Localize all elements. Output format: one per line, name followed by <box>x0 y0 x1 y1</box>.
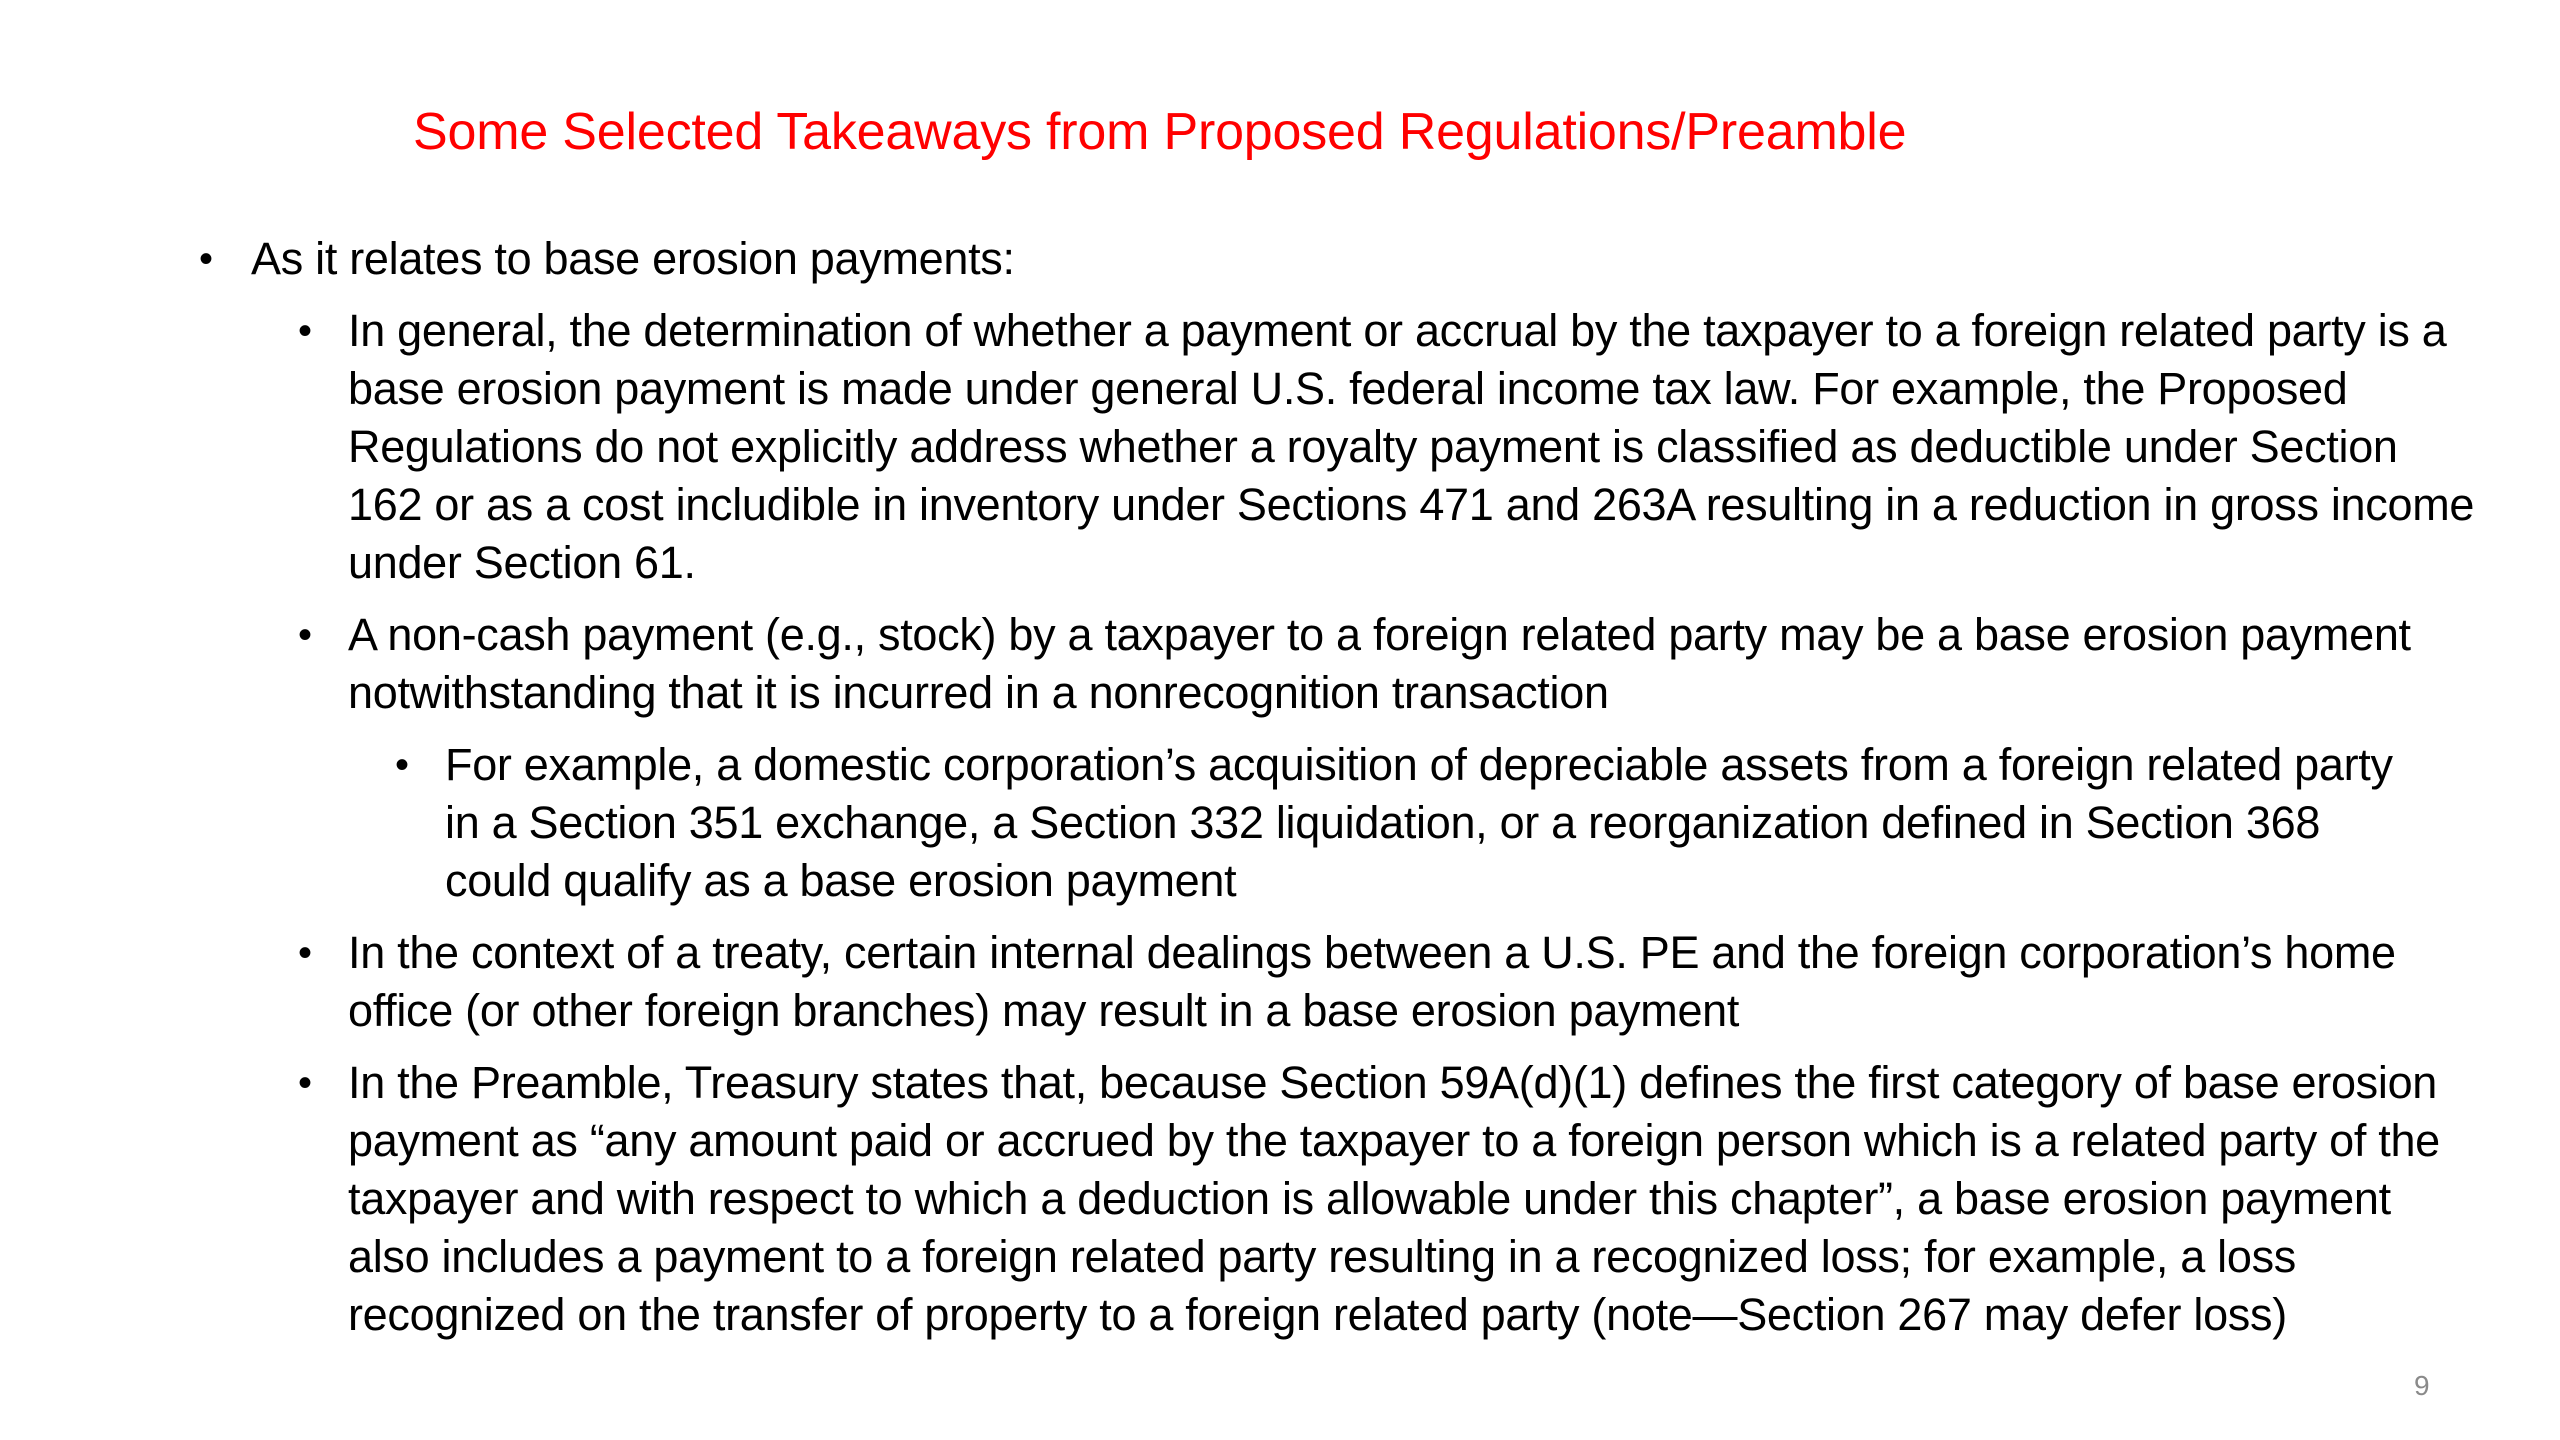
bullet-icon: • <box>298 1061 312 1105</box>
bullet-item-general-determination <box>298 302 2478 592</box>
bullet-text: In general, the determination of whether a payment or accrual by the taxpayer to a foreign related party is a base erosion payment is made under general U.S. federal income tax law. For example, the Proposed Regulations do not explicitly address whether a royalty payment is classified as deductible under Section 162 or as a cost includible in inventory under Sections 471 and 263A resulting in a reduction in gross income under Section 61. <box>348 305 2475 588</box>
page-number: 9 <box>2414 1370 2430 1401</box>
slide-title: Some Selected Takeaways from Proposed Regulations/Preamble <box>413 103 1907 161</box>
bullet-item-example-acquisition <box>395 736 2435 910</box>
bullet-icon: • <box>298 613 312 657</box>
slide-body <box>0 230 2560 1344</box>
bullet-item-treaty-context <box>298 924 2478 1040</box>
bullet-text: As it relates to base erosion payments: <box>251 233 1015 284</box>
bullet-icon: • <box>395 743 409 787</box>
bullet-text: For example, a domestic corporation’s acquisition of depreciable assets from a foreign related party in a Section 351 exchange, a Section 332 liquidation, or a reorganization defined in Section 368 could qualify as a base erosion payment <box>445 739 2393 906</box>
bullet-item-base-erosion-payments <box>199 230 2451 288</box>
bullet-item-preamble-treasury <box>298 1054 2478 1344</box>
bullet-icon: • <box>298 931 312 975</box>
bullet-text: In the context of a treaty, certain internal dealings between a U.S. PE and the foreign corporation’s home office (or other foreign branches) may result in a base erosion payment <box>348 927 2396 1036</box>
bullet-icon: • <box>199 237 213 281</box>
bullet-text: A non-cash payment (e.g., stock) by a taxpayer to a foreign related party may be a base erosion payment notwithstanding that it is incurred in a nonrecognition transaction <box>348 609 2411 718</box>
bullet-item-non-cash-payment <box>298 606 2478 722</box>
bullet-icon: • <box>298 309 312 353</box>
bullet-text: In the Preamble, Treasury states that, because Section 59A(d)(1) defines the first category of base erosion payment as “any amount paid or accrued by the taxpayer to a foreign person which is a related party of the taxpayer and with respect to which a deduction is allowable under this chapter”, a base erosion payment also includes a payment to a foreign related party resulting in a recognized loss; for example, a loss recognized on the transfer of property to a foreign related party (note—Section 267 may defer loss) <box>348 1057 2440 1340</box>
